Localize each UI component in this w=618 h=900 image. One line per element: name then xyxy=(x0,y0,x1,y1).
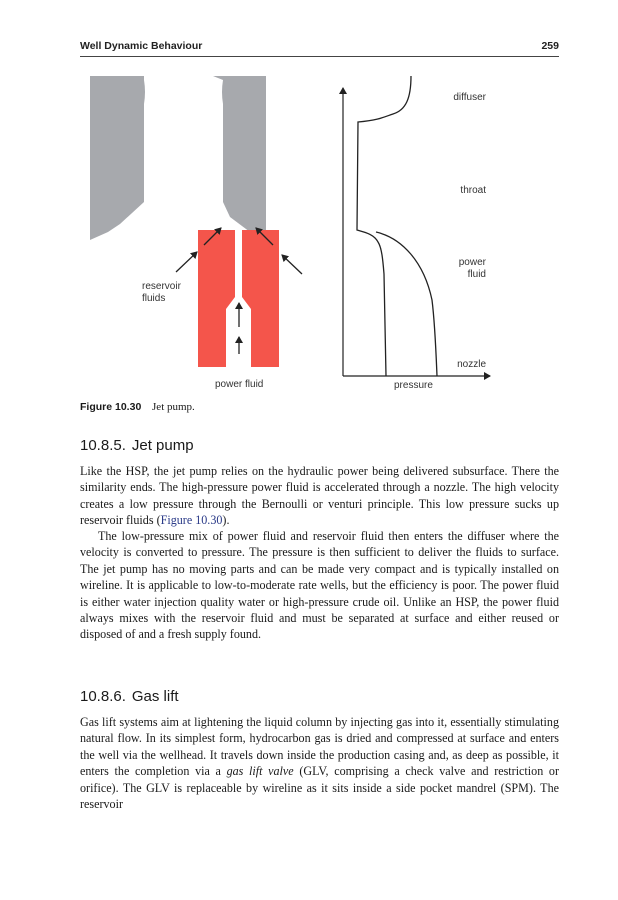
header-rule xyxy=(80,56,559,57)
pump-body-left xyxy=(90,76,145,240)
paragraph-jet-pump-2: The low-pressure mix of power fluid and reservoir fluid then enters the diffuser where the velocity is converted to pressure. The pressure is then sufficient to deliver the fluids to surface. The jet pump has no moving parts and can be made very compact and is typically installed on wireline. It is applicable to low-to-moderate rate wells, but the efficiency is poor. The power fluid is either water injection quality water or high-pressure crude oil. Unlike an HSP, the power fluid always mixes with the reservoir fluid and must be separated at surface and either reused or disposed of and a fresh supply found. xyxy=(80,529,559,642)
section-number: 10.8.6. xyxy=(80,688,126,705)
figure-caption-label: Figure 10.30 xyxy=(80,401,142,413)
section-title: Jet pump xyxy=(131,437,194,454)
jet-pump-diagram xyxy=(80,62,559,398)
reservoir-arrow-left-outer xyxy=(176,252,197,272)
paragraph-gas-lift-1 xyxy=(80,714,559,812)
paragraph-jet-pump-1 xyxy=(80,463,559,529)
section-heading-gas-lift xyxy=(80,688,179,705)
label-fluid: fluid xyxy=(467,269,486,280)
jet-pump-figure xyxy=(80,62,559,398)
section-heading-jet-pump xyxy=(80,437,194,454)
pump-body-right xyxy=(213,76,266,240)
figure-caption xyxy=(80,401,195,413)
reservoir-arrow-right-outer xyxy=(282,255,302,274)
page-number: 259 xyxy=(541,40,559,52)
paragraph-text: (GLV, comprising a check valve and restriction or orifice). The GLV is replaceable by wireline as it sits inside a side pocket mandrel (SPM). The reservoir xyxy=(80,764,559,812)
label-nozzle: nozzle xyxy=(457,359,486,370)
running-head xyxy=(80,40,559,56)
pressure-curve-mixed xyxy=(357,76,411,376)
running-head-title: Well Dynamic Behaviour xyxy=(80,40,203,52)
figure-caption-text: Jet pump. xyxy=(152,401,195,413)
label-power: power xyxy=(458,257,486,268)
label-diffuser: diffuser xyxy=(453,92,486,103)
label-pressure: pressure xyxy=(394,380,433,391)
emphasized-term: gas lift valve xyxy=(226,764,294,779)
paragraph-text: Gas lift systems aim at lightening the liquid column by injecting gas into it, essentially stimulating natural flow. In its simplest form, hydrocarbon gas is dried and compressed at surface and enters the well via the wellhead. It travels down inside the production casing and, as deep as possible, it enters the completion via a xyxy=(80,715,559,779)
figure-reference-link[interactable]: Figure 10.30 xyxy=(160,513,223,528)
section-number: 10.8.5. xyxy=(80,437,126,454)
paragraph-text: Like the HSP, the jet pump relies on the hydraulic power being delivered subsurface. There the similarity ends. The high-pressure power fluid is accelerated through a nozzle. The high velocity creates a low pressure through the Bernoulli or venturi principle. This low pressure sucks up reservoir fluids ( xyxy=(80,464,559,528)
section-title: Gas lift xyxy=(131,688,179,705)
label-throat: throat xyxy=(460,185,486,196)
nozzle-left xyxy=(198,230,235,367)
label-reservoir: reservoir xyxy=(142,281,181,292)
nozzle-right xyxy=(242,230,279,367)
label-fluids: fluids xyxy=(142,293,166,304)
paragraph-text: ). xyxy=(222,513,230,528)
label-power-fluid-bottom: power fluid xyxy=(215,379,264,390)
